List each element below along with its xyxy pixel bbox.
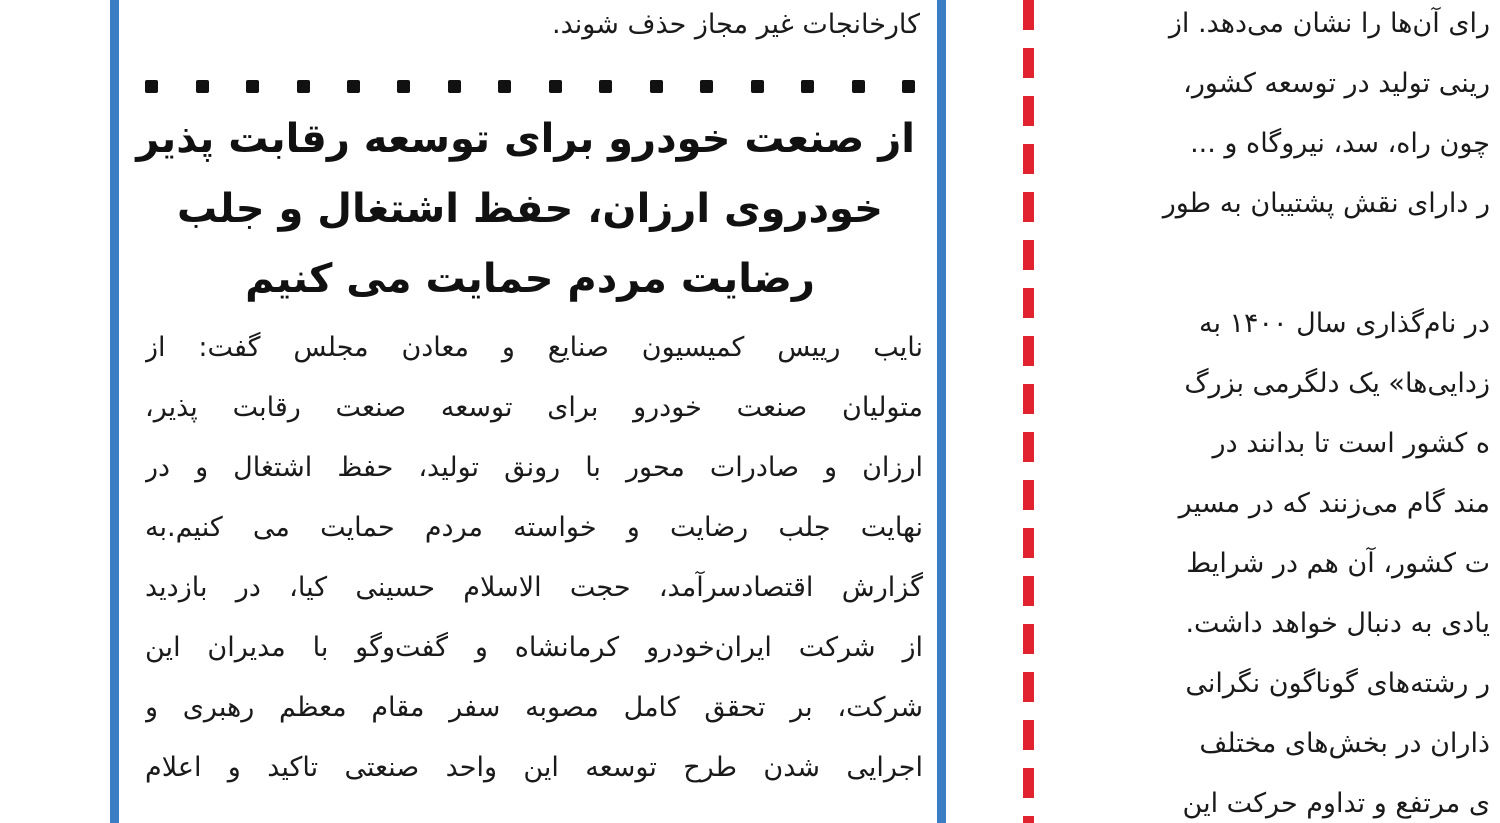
separator-dot: [902, 80, 915, 93]
body-line: اجرایی شدن طرح توسعه این واحد صنعتی تاکید و اعلام: [145, 752, 923, 783]
adjacent-article-column: [1110, 0, 1490, 823]
body-line: از شرکت ایران‌خودرو کرمانشاه و گفت‌وگو با مدیران این: [145, 632, 923, 663]
separator-dot: [347, 80, 360, 93]
body-line: ذاران در بخش‌های مختلف: [1199, 728, 1490, 759]
separator-dot: [246, 80, 259, 93]
separator-dot: [801, 80, 814, 93]
separator-dot: [599, 80, 612, 93]
article-body: [145, 318, 923, 798]
separator-dot: [145, 80, 158, 93]
body-line: ه کشور است تا بدانند در: [1212, 428, 1490, 459]
separator-dot: [196, 80, 209, 93]
body-line: چون راه، سد، نیروگاه و ...: [1190, 128, 1490, 159]
paragraph-gap: [1110, 234, 1490, 294]
article-headline: [136, 104, 915, 314]
body-line: یادی به دنبال خواهد داشت.: [1185, 608, 1490, 639]
dotted-separator: [145, 77, 915, 95]
separator-dot: [751, 80, 764, 93]
body-line: مند گام می‌زنند که در مسیر: [1178, 488, 1490, 519]
headline-line: رضایت مردم حمایت می کنیم: [245, 256, 815, 302]
body-line: زدایی‌ها» یک دلگرمی بزرگ: [1184, 368, 1490, 399]
body-line: ی مرتفع و تداوم حرکت این: [1182, 788, 1490, 819]
body-line: نهایت جلب رضایت و خواسته مردم حمایت می کنیم.به: [145, 512, 923, 543]
separator-dot: [852, 80, 865, 93]
separator-dot: [498, 80, 511, 93]
headline-line: خودروی ارزان، حفظ اشتغال و جلب: [177, 186, 883, 232]
body-line: متولیان صنعت خودرو برای توسعه صنعت رقابت پذیر،: [145, 392, 923, 423]
separator-dot: [397, 80, 410, 93]
separator-dot: [448, 80, 461, 93]
separator-dot: [549, 80, 562, 93]
body-line: نایب رییس کمیسیون صنایع و معادن مجلس گفت: از: [145, 332, 923, 363]
column-divider: [1023, 0, 1034, 823]
body-line: ارزان و صادرات محور با رونق تولید، حفظ اشتغال و در: [145, 452, 923, 483]
body-line: گزارش اقتصادسرآمد، حجت الاسلام حسینی کیا، در بازدید: [145, 572, 923, 603]
separator-dot: [297, 80, 310, 93]
body-line: رینی تولید در توسعه کشور،: [1183, 68, 1490, 99]
body-line: ر رشته‌های گوناگون نگرانی: [1185, 668, 1490, 699]
separator-dot: [650, 80, 663, 93]
headline-line: از صنعت خودرو برای توسعه رقابت پذیر: [136, 116, 915, 162]
body-line: ت کشور، آن هم در شرایط: [1186, 548, 1490, 579]
separator-dot: [700, 80, 713, 93]
body-line: ر دارای نقش پشتیبان به طور: [1162, 188, 1490, 219]
body-line: شرکت، بر تحقق کامل مصوبه سفر مقام معظم رهبری و: [145, 692, 923, 723]
body-line: در نام‌گذاری سال ۱۴۰۰ به: [1198, 308, 1490, 339]
previous-article-last-line: کارخانجات غیر مجاز حذف شوند.: [552, 9, 920, 40]
body-line: رای آن‌ها را نشان می‌دهد. از: [1168, 8, 1490, 39]
